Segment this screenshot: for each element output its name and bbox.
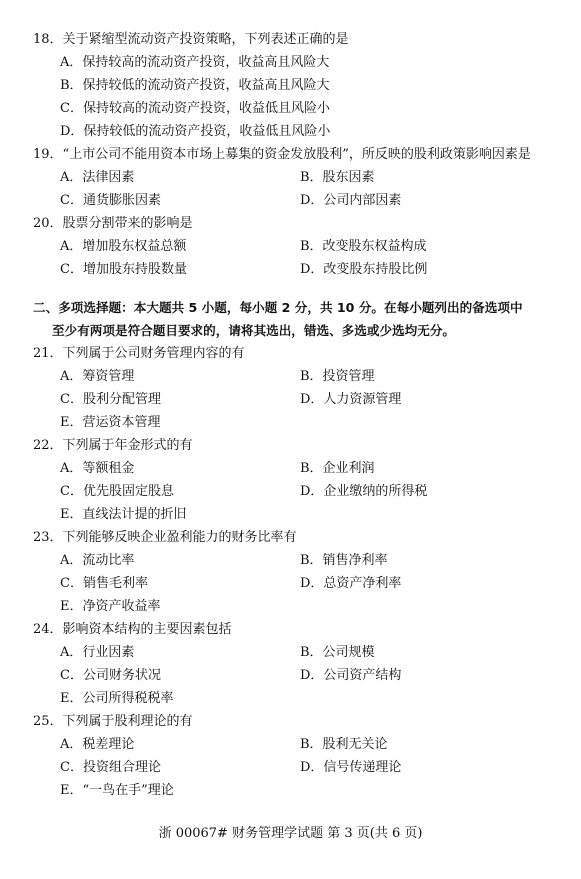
question-25-option-d: D．信号传递理论: [300, 760, 402, 775]
question-20-option-b: B．改变股东权益构成: [300, 239, 427, 254]
question-18-option-c: C．保持较高的流动资产投资，收益低且风险小: [60, 101, 330, 116]
question-19-stem: 19．“上市公司不能用资本市场上募集的资金发放股利”，所反映的股利政策影响因素是: [33, 147, 531, 162]
question-22-option-e: E．直线法计提的折旧: [60, 507, 187, 522]
question-23-option-e: E．净资产收益率: [60, 599, 161, 614]
question-25-option-e: E．“一鸟在手”理论: [60, 783, 174, 798]
question-22-stem: 22．下列属于年金形式的有: [33, 438, 193, 453]
question-19-option-d: D．公司内部因素: [300, 193, 402, 208]
question-23-option-a: A．流动比率: [60, 553, 135, 568]
question-24-option-d: D．公司资产结构: [300, 668, 402, 683]
section-2-heading-line-1: 二、多项选择题：本大题共 5 小题，每小题 2 分，共 10 分。在每小题列出的备选项中: [33, 300, 523, 315]
question-21-option-c: C．股利分配管理: [60, 392, 161, 407]
question-19-option-c: C．通货膨胀因素: [60, 193, 161, 208]
question-20-option-a: A．增加股东权益总额: [60, 239, 187, 254]
question-24-option-e: E．公司所得税税率: [60, 691, 174, 706]
question-24-option-b: B．公司规模: [300, 645, 375, 660]
page-footer: 浙 00067# 财务管理学试题 第 3 页(共 6 页): [158, 826, 423, 841]
question-23-stem: 23．下列能够反映企业盈利能力的财务比率有: [33, 530, 297, 545]
question-21-option-a: A．筹资管理: [60, 369, 135, 384]
question-24-option-a: A．行业因素: [60, 645, 135, 660]
question-25-option-b: B．股利无关论: [300, 737, 388, 752]
question-18-option-d: D．保持较低的流动资产投资，收益低且风险小: [60, 124, 331, 139]
question-20-stem: 20．股票分割带来的影响是: [33, 216, 193, 231]
question-21-stem: 21．下列属于公司财务管理内容的有: [33, 346, 245, 361]
question-18-option-a: A．保持较高的流动资产投资，收益高且风险大: [60, 55, 330, 70]
question-23-option-d: D．总资产净利率: [300, 576, 402, 591]
question-21-option-e: E．营运资本管理: [60, 415, 161, 430]
question-20-option-c: C．增加股东持股数量: [60, 262, 187, 277]
question-22-option-a: A．等额租金: [60, 461, 135, 476]
question-25-option-c: C．投资组合理论: [60, 760, 161, 775]
question-22-option-c: C．优先股固定股息: [60, 484, 174, 499]
question-19-option-b: B．股东因素: [300, 170, 375, 185]
question-24-option-c: C．公司财务状况: [60, 668, 161, 683]
question-25-option-a: A．税差理论: [60, 737, 135, 752]
question-21-option-d: D．人力资源管理: [300, 392, 402, 407]
question-22-option-d: D．企业缴纳的所得税: [300, 484, 428, 499]
question-18-stem: 18．关于紧缩型流动资产投资策略，下列表述正确的是: [33, 32, 349, 47]
question-19-option-a: A．法律因素: [60, 170, 135, 185]
question-18-option-b: B．保持较低的流动资产投资，收益高且风险大: [60, 78, 330, 93]
question-24-stem: 24．影响资本结构的主要因素包括: [33, 622, 232, 637]
section-2-heading-line-2: 至少有两项是符合题目要求的，请将其选出，错选、多选或少选均无分。: [52, 323, 455, 338]
question-23-option-b: B．销售净利率: [300, 553, 388, 568]
question-23-option-c: C．销售毛利率: [60, 576, 148, 591]
question-22-option-b: B．企业利润: [300, 461, 375, 476]
question-20-option-d: D．改变股东持股比例: [300, 262, 428, 277]
question-21-option-b: B．投资管理: [300, 369, 375, 384]
question-25-stem: 25．下列属于股利理论的有: [33, 714, 193, 729]
